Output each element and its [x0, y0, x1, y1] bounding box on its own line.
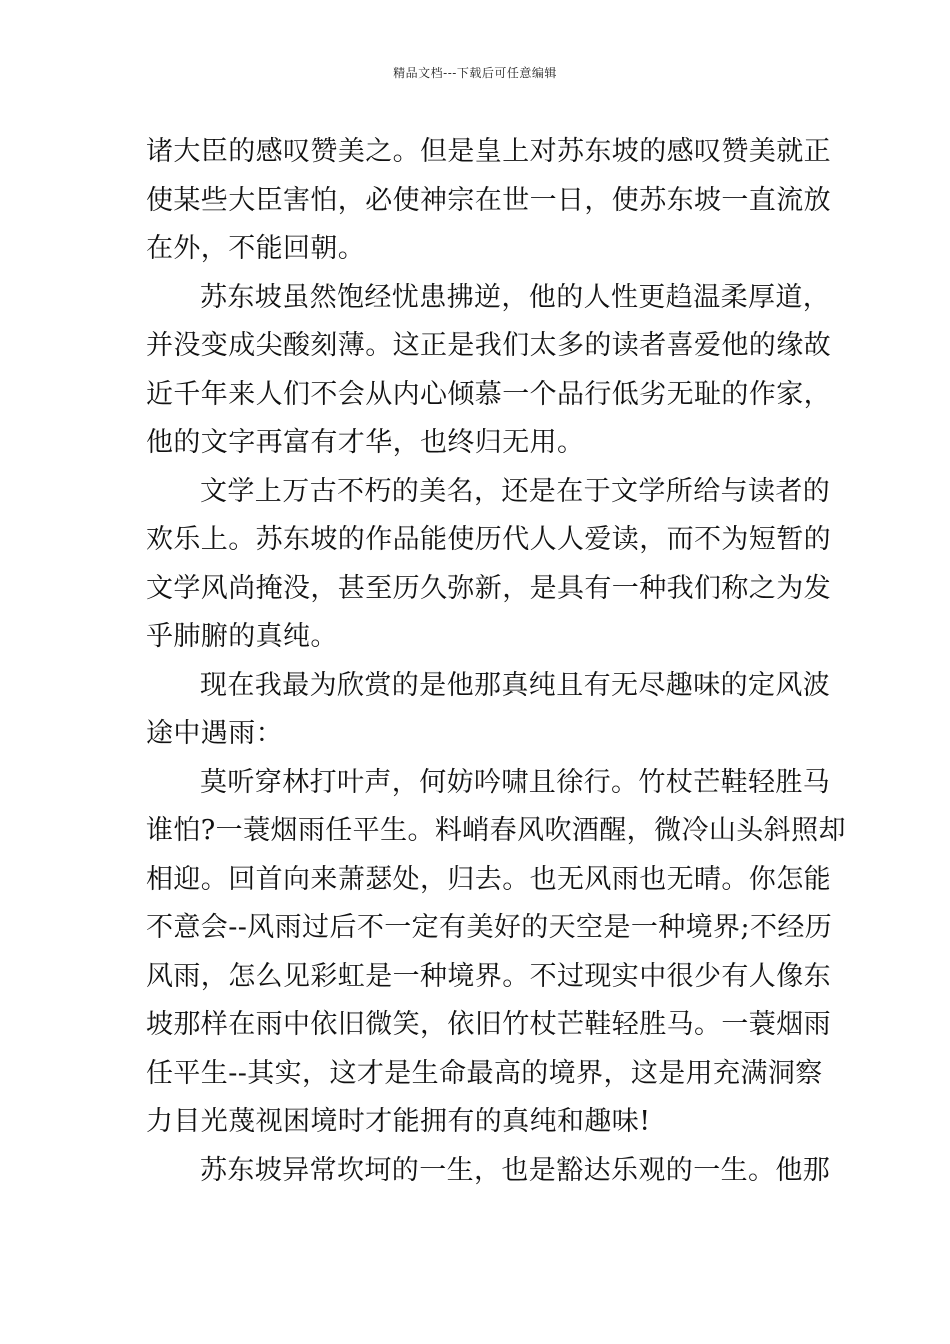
text-line: 并没变成尖酸刻薄。这正是我们太多的读者喜爱他的缘故: [146, 330, 831, 361]
text-line: 谁怕?一蓑烟雨任平生。料峭春风吹酒醒，微冷山头斜照却: [146, 815, 846, 846]
paragraph-start-line: 文学上万古不朽的美名，还是在于文学所给与读者的: [200, 475, 831, 507]
document-body: [146, 128, 846, 1195]
text-line: 任平生--其实，这才是生命最高的境界，这是用充满洞察: [146, 1057, 823, 1089]
text-line: 近千年来人们不会从内心倾慕一个品行低劣无耻的作家，: [146, 378, 831, 410]
text-line: 乎肺腑的真纯。: [146, 621, 338, 652]
paragraph-start-line: 苏东坡虽然饱经忧患拂逆，他的人性更趋温柔厚道，: [200, 281, 831, 313]
text-line: 文学风尚掩没，甚至历久弥新，是具有一种我们称之为发: [146, 572, 831, 604]
paragraph-start-line: 现在我最为欣赏的是他那真纯且有无尽趣味的定风波: [200, 669, 831, 701]
text-line: 力目光蔑视困境时才能拥有的真纯和趣味!: [146, 1106, 651, 1137]
text-line: 诸大臣的感叹赞美之。但是皇上对苏东坡的感叹赞美就正: [146, 136, 831, 167]
text-line: 坡那样在雨中依旧微笑，依旧竹杖芒鞋轻胜马。一蓑烟雨: [146, 1009, 831, 1040]
text-line: 途中遇雨：: [146, 718, 283, 749]
text-line: 欢乐上。苏东坡的作品能使历代人人爱读，而不为短暂的: [146, 524, 831, 555]
paragraph-start-line: 莫听穿林打叶声，何妨吟啸且徐行。竹杖芒鞋轻胜马: [200, 766, 831, 798]
text-line: 风雨，怎么见彩虹是一种境界。不过现实中很少有人像东: [146, 960, 831, 992]
text-line: 不意会--风雨过后不一定有美好的天空是一种境界;不经历: [146, 912, 833, 943]
text-line: 在外，不能回朝。: [146, 233, 366, 264]
paragraph-start-line: 苏东坡异常坎坷的一生，也是豁达乐观的一生。他那: [200, 1154, 831, 1186]
text-line: 使某些大臣害怕，必使神宗在世一日，使苏东坡一直流放: [146, 184, 831, 216]
text-line: 他的文字再富有才华，也终归无用。: [146, 427, 585, 458]
text-line: 相迎。回首向来萧瑟处，归去。也无风雨也无晴。你怎能: [146, 863, 831, 895]
page-header: 精品文档---下载后可任意编辑: [393, 66, 557, 80]
